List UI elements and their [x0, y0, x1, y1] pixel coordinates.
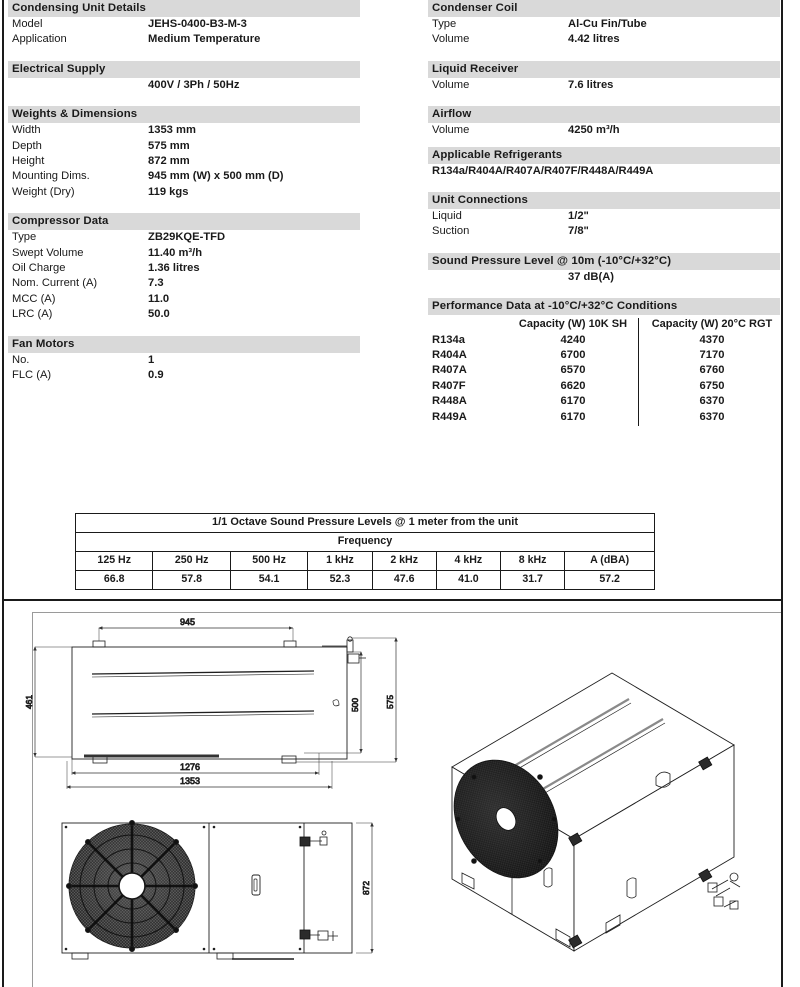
- spec-value-model: JEHS-0400-B3-M-3: [148, 18, 247, 30]
- section-sound-pressure-level: [428, 253, 780, 285]
- spec-row-depth: [8, 139, 360, 154]
- section-electrical-supply: [8, 61, 360, 93]
- perf-cell-cap-10k: 6170: [560, 410, 586, 423]
- section-heading-airflow: Airflow: [428, 106, 780, 123]
- spacer: [428, 179, 780, 192]
- spec-value-application: Medium Temperature: [148, 33, 261, 46]
- dimension-label-872: 872: [361, 881, 371, 895]
- spec-value-mounting-dims: 945 mm (W) x 500 mm (D): [148, 170, 284, 183]
- octave-value-8khz: 31.7: [501, 571, 565, 590]
- technical-drawing-frame: [2, 601, 783, 987]
- section-performance-data: [428, 298, 780, 425]
- section-weights-dimensions: [8, 106, 360, 200]
- spacer: [8, 200, 360, 213]
- spec-label-airflow-volume: Volume: [432, 124, 470, 137]
- section-condensing-unit-details: [8, 0, 360, 48]
- octave-header-125hz: 125 Hz: [76, 552, 153, 571]
- spec-row-height: [8, 154, 360, 169]
- spec-value-lrc: 50.0: [148, 308, 170, 321]
- section-condenser-coil: [428, 0, 780, 48]
- spec-row-application: [8, 32, 360, 47]
- spacer: [428, 285, 780, 298]
- spec-value-oil-charge: 1.36 litres: [148, 262, 200, 275]
- spec-label-mcc: MCC (A): [12, 292, 56, 305]
- valve-assembly-iso: [708, 873, 740, 909]
- octave-value-500hz: 54.1: [230, 571, 307, 590]
- octave-value-a-dba: 57.2: [565, 571, 655, 590]
- spec-value-coil-volume: 4.42 litres: [568, 33, 620, 46]
- perf-cell-cap-10k: 6170: [560, 395, 586, 408]
- spec-value-refrigerant-list: R134a/R404A/R407A/R407F/R448A/R449A: [432, 164, 654, 177]
- table-row: [428, 379, 780, 394]
- section-heading-condenser-coil: Condenser Coil: [428, 0, 780, 17]
- performance-data-table: [428, 317, 780, 425]
- perf-cell-cap-20c: 6370: [699, 410, 725, 423]
- spec-row-receiver-volume: [428, 78, 780, 93]
- table-row: [428, 333, 780, 348]
- perf-cell-cap-20c: 7170: [699, 349, 725, 362]
- section-heading-applicable-refrigerants: Applicable Refrigerants: [428, 147, 780, 164]
- spacer: [428, 139, 780, 147]
- spec-row-lrc: [8, 307, 360, 322]
- spec-row-conn-suction: [428, 224, 780, 239]
- dimension-label-461: 461: [24, 695, 34, 709]
- spec-label-width: Width: [12, 124, 41, 137]
- section-heading-weights-dimensions: Weights & Dimensions: [8, 106, 360, 123]
- section-unit-connections: [428, 192, 780, 240]
- spec-label-mounting-dims: Mounting Dims.: [12, 170, 90, 183]
- left-spec-column: [8, 0, 360, 384]
- dimension-label-500: 500: [350, 698, 360, 712]
- perf-cell-cap-10k: 6620: [560, 379, 586, 392]
- spec-value-supply: 400V / 3Ph / 50Hz: [148, 78, 240, 91]
- section-fan-motors: [8, 336, 360, 384]
- spec-value-depth: 575 mm: [148, 139, 190, 152]
- spec-label-oil-charge: Oil Charge: [12, 262, 66, 275]
- octave-table-subtitle: Frequency: [76, 533, 655, 552]
- door-handle-icon: [252, 875, 260, 895]
- section-heading-unit-connections: Unit Connections: [428, 192, 780, 209]
- octave-header-8khz: 8 kHz: [501, 552, 565, 571]
- octave-header-250hz: 250 Hz: [153, 552, 230, 571]
- section-heading-sound-pressure-level: Sound Pressure Level @ 10m (-10°C/+32°C): [428, 253, 780, 270]
- section-heading-fan-motors: Fan Motors: [8, 336, 360, 353]
- isometric-3d-view: [433, 673, 740, 951]
- spec-value-weight-dry: 119 kgs: [148, 185, 189, 198]
- spec-value-conn-liquid: 1/2": [568, 210, 589, 223]
- spec-value-airflow-volume: 4250 m³/h: [568, 124, 620, 137]
- section-heading-condensing-unit-details: Condensing Unit Details: [8, 0, 360, 17]
- perf-header-capacity-20c-rgt: Capacity (W) 20°C RGT: [651, 318, 773, 331]
- table-row: [428, 363, 780, 378]
- spacer: [8, 93, 360, 106]
- octave-header-1khz: 1 kHz: [308, 552, 372, 571]
- perf-cell-cap-20c: 6760: [699, 364, 725, 377]
- spacer: [428, 93, 780, 106]
- octave-header-4khz: 4 kHz: [436, 552, 500, 571]
- perf-cell-cap-10k: 6570: [560, 364, 586, 377]
- spec-row-model: [8, 17, 360, 32]
- spec-value-nom-current: 7.3: [148, 277, 164, 290]
- perf-cell-refrigerant: R134a: [432, 333, 465, 346]
- spec-row-fan-no: [8, 353, 360, 368]
- spec-row-coil-volume: [428, 32, 780, 47]
- performance-table-divider: [638, 318, 639, 426]
- table-row: [428, 394, 780, 409]
- octave-title-row: [76, 514, 655, 533]
- spec-value-swept-volume: 11.40 m³/h: [148, 246, 203, 259]
- spec-row-oil-charge: [8, 261, 360, 276]
- front-view-elevation: [62, 820, 372, 959]
- perf-cell-refrigerant: R407A: [432, 364, 467, 377]
- spec-value-receiver-volume: 7.6 litres: [568, 78, 614, 91]
- octave-value-250hz: 57.8: [153, 571, 230, 590]
- spec-value-coil-type: Al-Cu Fin/Tube: [568, 18, 647, 30]
- spec-label-coil-volume: Volume: [432, 33, 470, 46]
- octave-sound-pressure-table: [75, 513, 655, 590]
- spec-row-mcc: [8, 292, 360, 307]
- spec-value-sound-pressure: 37 dB(A): [568, 270, 614, 283]
- spec-label-conn-liquid: Liquid: [432, 210, 462, 223]
- spec-label-application: Application: [12, 33, 67, 46]
- spec-row-width: [8, 123, 360, 138]
- octave-header-500hz: 500 Hz: [230, 552, 307, 571]
- perf-cell-cap-20c: 6370: [699, 395, 725, 408]
- spec-row-nom-current: [8, 276, 360, 291]
- spacer: [428, 240, 780, 253]
- spacer: [428, 48, 780, 61]
- performance-table-header-row: [428, 317, 780, 332]
- octave-header-row: [76, 552, 655, 571]
- section-heading-performance-data: Performance Data at -10°C/+32°C Conditions: [428, 298, 780, 315]
- spec-row-comp-type: [8, 230, 360, 245]
- spec-row-coil-type: [428, 17, 780, 32]
- right-spec-column: [428, 0, 780, 425]
- spec-value-comp-type: ZB29KQE-TFD: [148, 231, 226, 244]
- octave-subtitle-row: [76, 533, 655, 552]
- section-heading-liquid-receiver: Liquid Receiver: [428, 61, 780, 78]
- spec-label-fan-flc: FLC (A): [12, 369, 52, 382]
- spec-row-supply: [8, 78, 360, 93]
- perf-cell-cap-20c: 6750: [699, 379, 725, 392]
- spec-value-fan-flc: 0.9: [148, 369, 164, 382]
- octave-value-4khz: 41.0: [436, 571, 500, 590]
- section-heading-compressor-data: Compressor Data: [8, 213, 360, 230]
- octave-header-2khz: 2 kHz: [372, 552, 436, 571]
- perf-cell-refrigerant: R407F: [432, 379, 466, 392]
- spec-row-airflow-volume: [428, 123, 780, 138]
- spec-label-fan-no: No.: [12, 353, 30, 366]
- spec-row-mounting-dims: [8, 169, 360, 184]
- spec-value-conn-suction: 7/8": [568, 225, 589, 238]
- octave-header-a-dba: A (dBA): [565, 552, 655, 571]
- perf-cell-refrigerant: R404A: [432, 349, 467, 362]
- spec-value-height: 872 mm: [148, 155, 190, 168]
- perf-header-capacity-10k-sh: Capacity (W) 10K SH: [518, 318, 628, 331]
- spec-label-weight-dry: Weight (Dry): [12, 185, 75, 198]
- spec-row-fan-flc: [8, 368, 360, 383]
- spec-label-height: Height: [12, 155, 45, 168]
- octave-value-2khz: 47.6: [372, 571, 436, 590]
- octave-value-125hz: 66.8: [76, 571, 153, 590]
- octave-table-title: 1/1 Octave Sound Pressure Levels @ 1 meter from the unit: [76, 514, 655, 533]
- top-view-plan: [24, 617, 396, 789]
- spacer: [8, 323, 360, 336]
- section-heading-electrical-supply: Electrical Supply: [8, 61, 360, 78]
- section-applicable-refrigerants: [428, 147, 780, 179]
- table-row: [428, 410, 780, 425]
- spec-label-comp-type: Type: [12, 231, 37, 244]
- dimension-label-945: 945: [180, 617, 196, 627]
- spec-label-coil-type: Type: [432, 18, 457, 30]
- spec-label-receiver-volume: Volume: [432, 78, 470, 91]
- perf-cell-refrigerant: R448A: [432, 395, 467, 408]
- spacer: [8, 48, 360, 61]
- perf-cell-cap-20c: 4370: [699, 333, 725, 346]
- perf-cell-refrigerant: R449A: [432, 410, 467, 423]
- spec-label-nom-current: Nom. Current (A): [12, 277, 98, 290]
- fan-guard-icon: [66, 820, 197, 951]
- section-airflow: [428, 106, 780, 138]
- octave-value-1khz: 52.3: [308, 571, 372, 590]
- section-compressor-data: [8, 213, 360, 322]
- spec-value-mcc: 11.0: [148, 292, 170, 305]
- spec-label-swept-volume: Swept Volume: [12, 246, 84, 259]
- spec-value-fan-no: 1: [148, 353, 155, 366]
- spec-label-conn-suction: Suction: [432, 225, 470, 238]
- dimension-label-1353: 1353: [180, 776, 201, 786]
- spec-label-depth: Depth: [12, 139, 42, 152]
- spec-row-swept-volume: [8, 246, 360, 261]
- spec-row-weight-dry: [8, 185, 360, 200]
- octave-value-row: [76, 571, 655, 590]
- spec-label-model: Model: [12, 18, 43, 30]
- spec-row-conn-liquid: [428, 209, 780, 224]
- table-row: [428, 348, 780, 363]
- technical-drawing-svg: [4, 601, 783, 987]
- spec-label-lrc: LRC (A): [12, 308, 53, 321]
- perf-cell-cap-10k: 6700: [560, 349, 586, 362]
- section-liquid-receiver: [428, 61, 780, 93]
- spec-value-width: 1353 mm: [148, 124, 196, 137]
- dimension-label-1276: 1276: [180, 762, 201, 772]
- dimension-label-575: 575: [385, 695, 395, 709]
- spec-row-sound-pressure: [428, 270, 780, 285]
- perf-cell-cap-10k: 4240: [560, 333, 586, 346]
- perf-header-refrigerant: [428, 317, 504, 332]
